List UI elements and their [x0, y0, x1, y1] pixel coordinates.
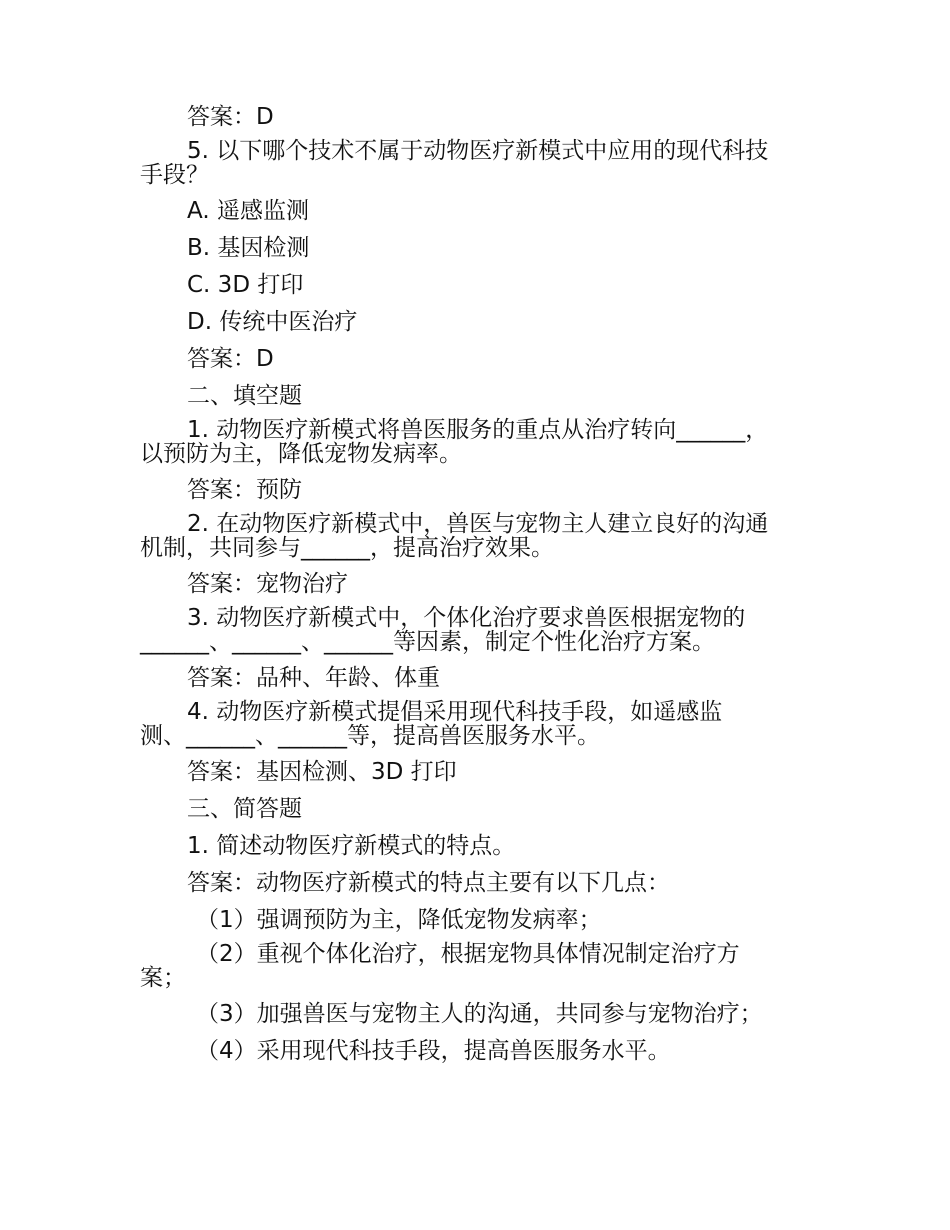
text-line: [140, 418, 820, 466]
document-content: [140, 102, 820, 1073]
text-line: D. 传统中医治疗: [187, 309, 358, 335]
text-line-first: 2. 在动物医疗新模式中，兽医与宠物主人建立良好的沟通: [187, 511, 769, 537]
text-line: （1）强调预防为主，降低宠物发病率；: [196, 907, 602, 933]
text-line-first: 3. 动物医疗新模式中，个体化治疗要求兽医根据宠物的: [187, 605, 746, 631]
text-line: A. 遥感监测: [187, 198, 309, 224]
text-line: [140, 942, 820, 990]
text-line: （4）采用现代科技手段，提高兽医服务水平。: [196, 1038, 671, 1064]
text-line: C. 3D 打印: [187, 272, 304, 298]
text-line: 答案：D: [187, 104, 274, 130]
text-line: B. 基因检测: [187, 235, 310, 261]
text-line-first: 4. 动物医疗新模式提倡采用现代科技手段，如遥感监: [187, 699, 723, 725]
text-line-first: 5. 以下哪个技术不属于动物医疗新模式中应用的现代科技: [187, 138, 769, 164]
text-line: 三、简答题: [187, 796, 302, 822]
text-line-continuation: 手段？: [140, 162, 209, 188]
text-line: [140, 700, 820, 748]
text-line-continuation: 以预防为主，降低宠物发病率。: [140, 441, 462, 467]
text-line: 答案：动物医疗新模式的特点主要有以下几点：: [187, 870, 670, 896]
text-line-continuation: 机制，共同参与______，提高治疗效果。: [140, 535, 554, 561]
text-line-continuation: 案；: [140, 965, 186, 991]
text-line: [140, 512, 820, 560]
text-line: 答案：D: [187, 346, 274, 372]
text-line-continuation: 测、______、______等，提高兽医服务水平。: [140, 723, 600, 749]
text-line: 答案：基因检测、3D 打印: [187, 759, 457, 785]
text-line: （3）加强兽医与宠物主人的沟通，共同参与宠物治疗；: [196, 1001, 763, 1027]
text-line: [140, 606, 820, 654]
text-line-first: （2）重视个体化治疗，根据宠物具体情况制定治疗方: [196, 941, 740, 967]
text-line: 1. 简述动物医疗新模式的特点。: [187, 833, 516, 859]
text-line: [140, 139, 820, 187]
text-line: 答案：宠物治疗: [187, 571, 348, 597]
text-line-first: 1. 动物医疗新模式将兽医服务的重点从治疗转向______，: [187, 417, 769, 443]
text-line: 答案：品种、年龄、体重: [187, 665, 440, 691]
text-line: 答案：预防: [187, 477, 302, 503]
text-line: 二、填空题: [187, 383, 302, 409]
text-line-continuation: ______、______、______等因素，制定个性化治疗方案。: [140, 629, 715, 655]
